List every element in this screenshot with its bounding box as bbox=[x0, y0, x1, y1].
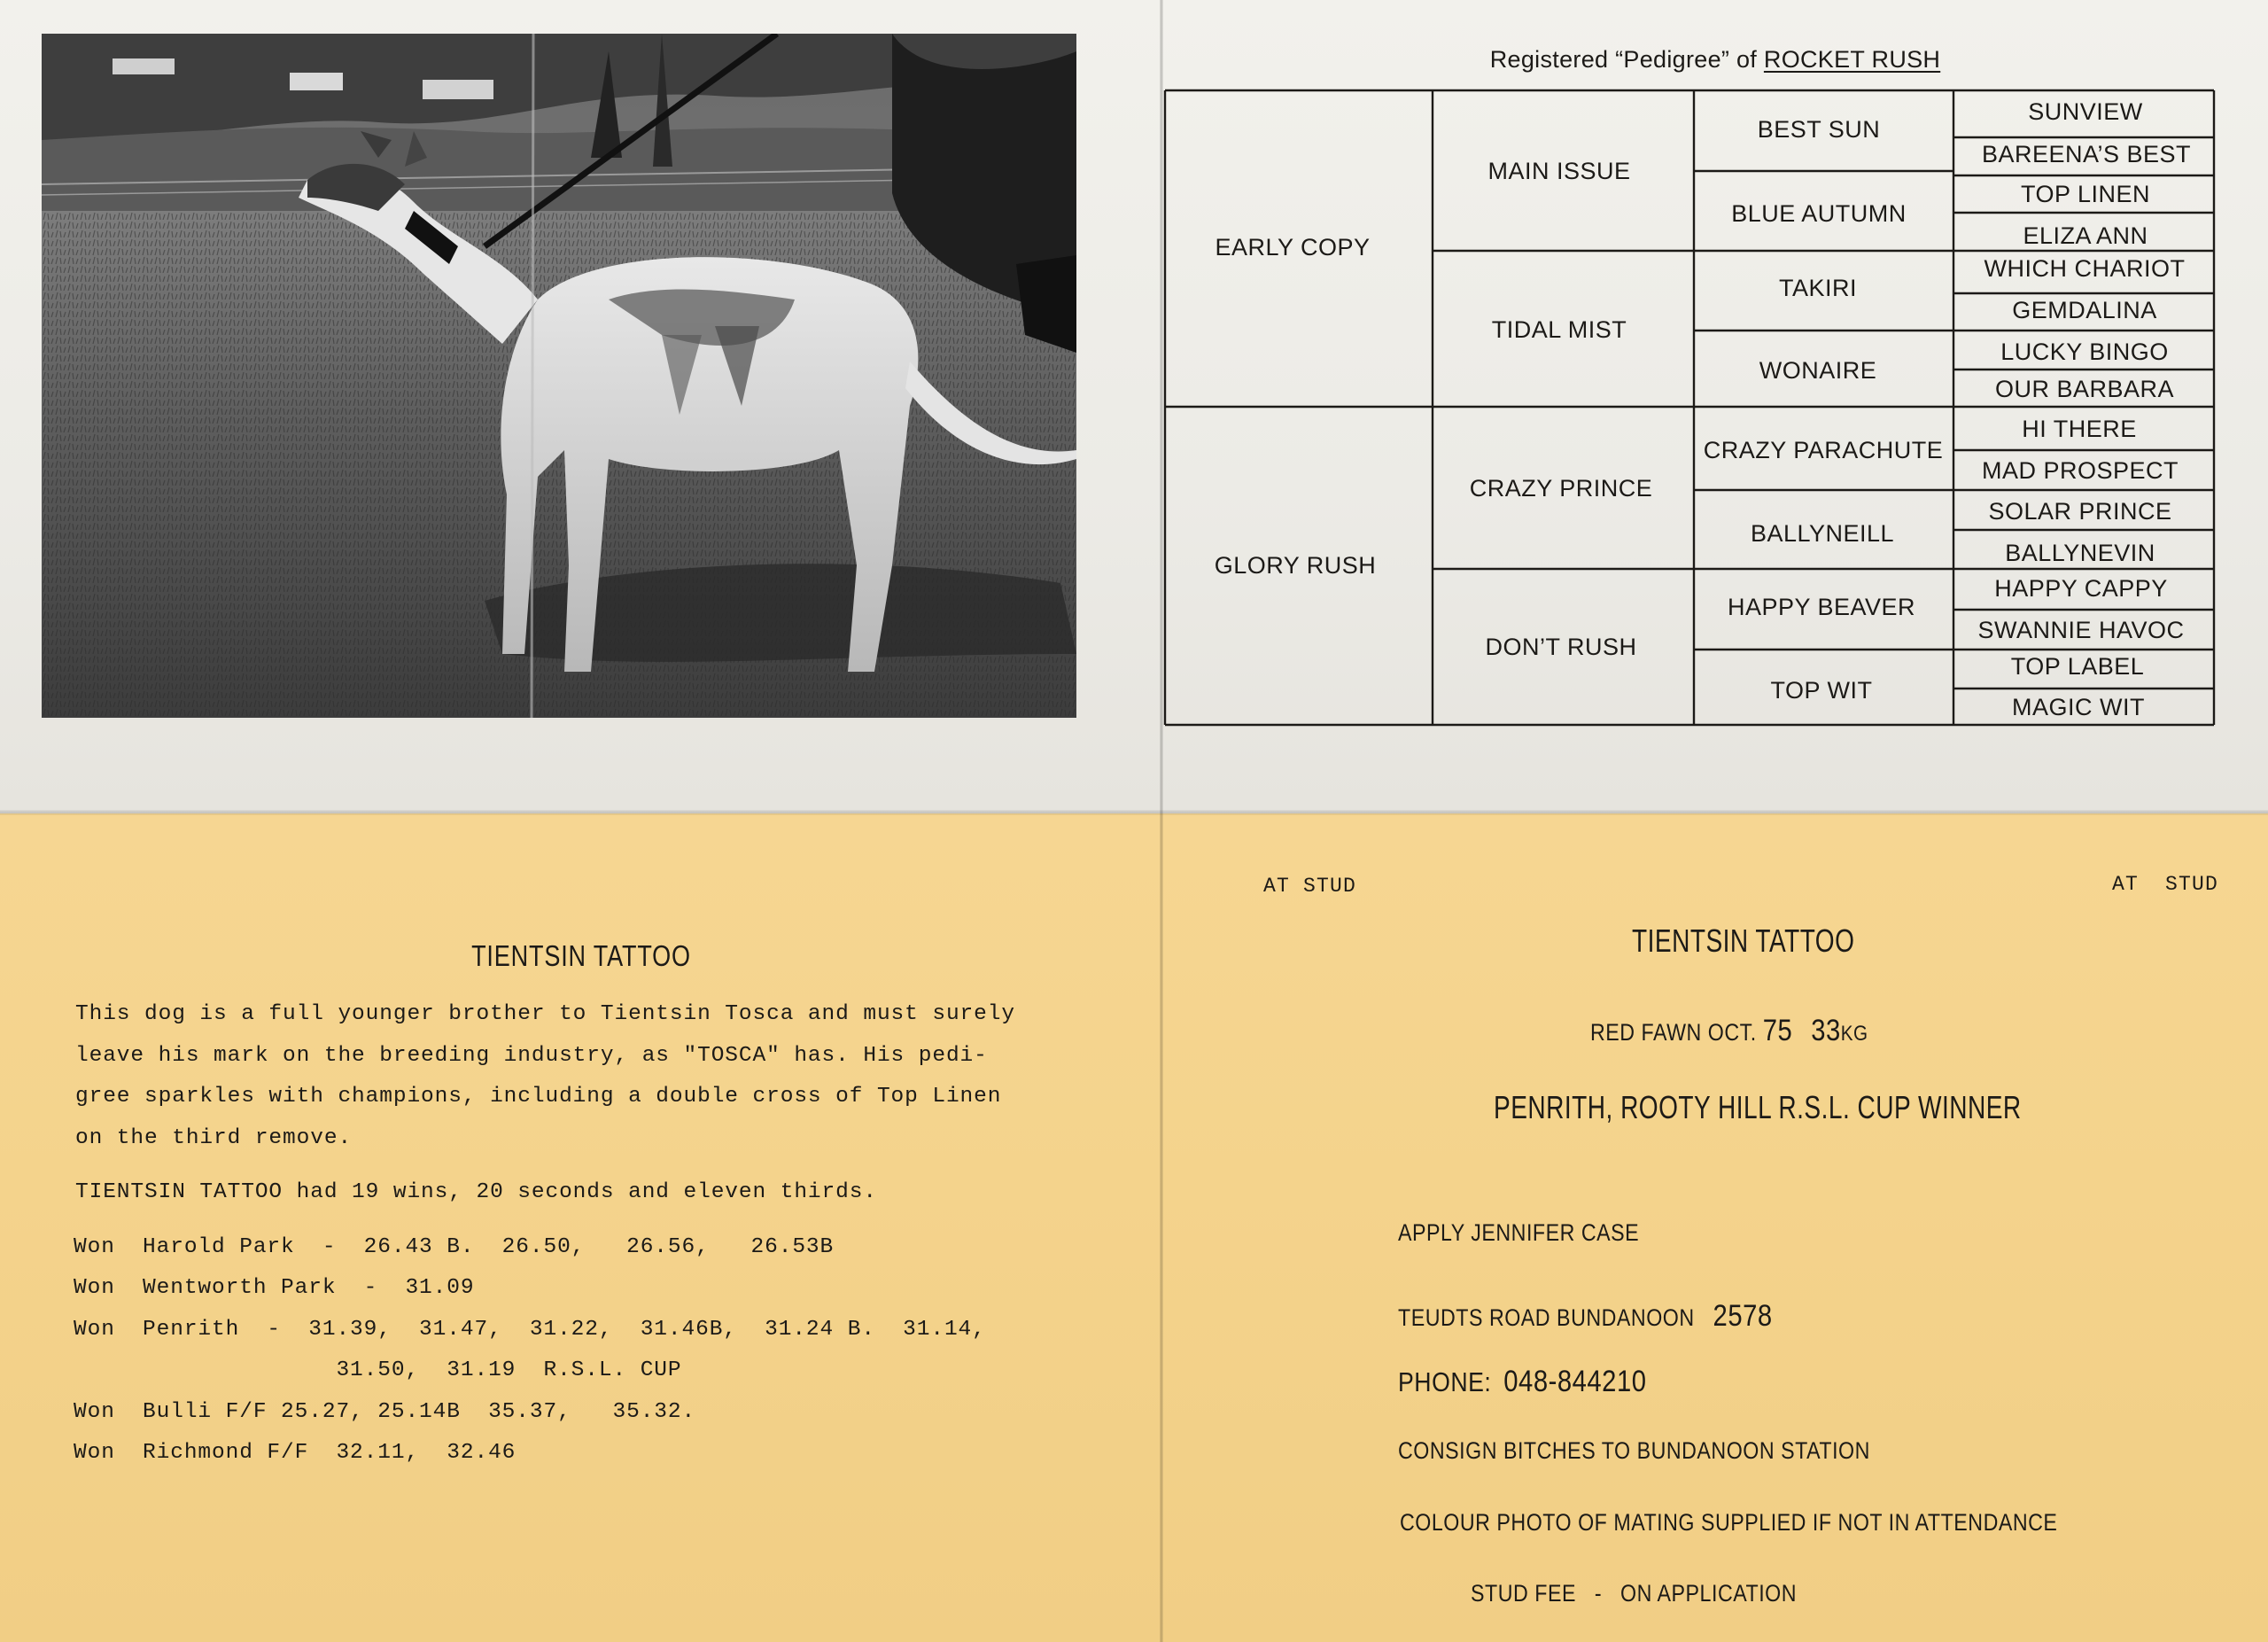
pedigree-gen2-3: CRAZY PRINCE bbox=[1469, 475, 1653, 502]
pedigree-gen4-6: GEMDALINA bbox=[2012, 297, 2157, 324]
pedigree-gen4-13: HAPPY CAPPY bbox=[1994, 575, 2168, 603]
pedigree-gen4-2: BAREENA’S BEST bbox=[1981, 141, 2192, 168]
phone-number: 048-844210 bbox=[1503, 1365, 1647, 1398]
pedigree-gen3-3: TAKIRI bbox=[1778, 275, 1858, 302]
pedigree-gen4-14: SWANNIE HAVOC bbox=[1977, 617, 2185, 644]
pedigree-gen4-9: HI THERE bbox=[2022, 416, 2137, 443]
pedigree-gen4-16: MAGIC WIT bbox=[2012, 694, 2145, 721]
pedigree-gen3-7: HAPPY BEAVER bbox=[1727, 594, 1916, 621]
address-postcode: 2578 bbox=[1713, 1299, 1773, 1333]
pedigree-title bbox=[1162, 46, 2268, 74]
pedigree-gen3-5: CRAZY PARACHUTE bbox=[1703, 437, 1944, 464]
pedigree-gen4-5: WHICH CHARIOT bbox=[1984, 255, 2186, 283]
address bbox=[1398, 1299, 1773, 1334]
cup-winner-line: PENRITH, ROOTY HILL R.S.L. CUP WINNER bbox=[1494, 1089, 2022, 1125]
win-line-1: Won Harold Park - 26.43 B. 26.50, 26.56, 26.53B bbox=[74, 1235, 835, 1259]
pedigree-dam: GLORY RUSH bbox=[1214, 552, 1377, 580]
pedigree-gen4-12: BALLYNEVIN bbox=[2005, 540, 2155, 567]
at-stud-label-right: AT STUD bbox=[2112, 873, 2219, 896]
dog-details bbox=[1590, 1014, 1868, 1048]
race-record-summary: TIENTSIN TATTOO had 19 wins, 20 seconds and eleven thirds. bbox=[75, 1180, 877, 1204]
pedigree-title-prefix: Registered “Pedigree” of bbox=[1489, 46, 1764, 73]
dog-colour-date: RED FAWN OCT. bbox=[1590, 1019, 1757, 1046]
horizontal-fold bbox=[0, 810, 2268, 815]
phone bbox=[1398, 1365, 1647, 1399]
consign-instructions: CONSIGN BITCHES TO BUNDANOON STATION bbox=[1398, 1437, 1870, 1464]
phone-label: PHONE: bbox=[1398, 1366, 1492, 1397]
pedigree-gen2-1: MAIN ISSUE bbox=[1487, 158, 1631, 185]
win-line-4: 31.50, 31.19 R.S.L. CUP bbox=[74, 1358, 682, 1382]
pedigree-gen2-4: DON’T RUSH bbox=[1485, 634, 1637, 661]
win-line-6: Won Richmond F/F 32.11, 32.46 bbox=[74, 1441, 517, 1465]
win-line-3: Won Penrith - 31.39, 31.47, 31.22, 31.46B, 31.24 B. 31.14, bbox=[74, 1318, 986, 1342]
vertical-fold bbox=[1160, 0, 1163, 1642]
pedigree-gen3-8: TOP WIT bbox=[1770, 677, 1873, 704]
dog-weight: 33 bbox=[1811, 1014, 1841, 1047]
pedigree-gen2-2: TIDAL MIST bbox=[1491, 316, 1627, 344]
left-page-title: TIENTSIN TATTOO bbox=[471, 939, 691, 972]
pedigree-chart bbox=[1162, 84, 2268, 735]
pedigree-gen4-11: SOLAR PRINCE bbox=[1988, 498, 2172, 525]
greyhound-photo bbox=[42, 34, 1076, 718]
pedigree-gen3-1: BEST SUN bbox=[1757, 116, 1881, 144]
pedigree-gen4-10: MAD PROSPECT bbox=[1981, 457, 2179, 485]
at-stud-label-left: AT STUD bbox=[1263, 875, 1357, 898]
pedigree-gen4-7: LUCKY BINGO bbox=[2000, 339, 2169, 366]
pedigree-gen4-1: SUNVIEW bbox=[2028, 98, 2143, 126]
pedigree-sire: EARLY COPY bbox=[1215, 234, 1371, 261]
win-line-2: Won Wentworth Park - 31.09 bbox=[74, 1276, 475, 1300]
pedigree-gen4-8: OUR BARBARA bbox=[1994, 376, 2175, 403]
photo-offer: COLOUR PHOTO OF MATING SUPPLIED IF NOT IN ATTENDANCE bbox=[1400, 1509, 2058, 1536]
win-line-5: Won Bulli F/F 25.27, 25.14B 35.37, 35.32. bbox=[74, 1400, 696, 1424]
description-line-2: leave his mark on the breeding industry, as "TOSCA" has. His pedi- bbox=[75, 1044, 988, 1068]
address-street: TEUDTS ROAD BUNDANOON bbox=[1398, 1304, 1695, 1331]
pedigree-gen3-2: BLUE AUTUMN bbox=[1731, 200, 1907, 228]
stud-fee: STUD FEE - ON APPLICATION bbox=[1471, 1580, 1798, 1607]
pedigree-gen4-15: TOP LABEL bbox=[2010, 653, 2145, 681]
pedigree-gen3-6: BALLYNEILL bbox=[1750, 520, 1895, 548]
description-line-3: gree sparkles with champions, including a double cross of Top Linen bbox=[75, 1085, 1002, 1109]
description-line-1: This dog is a full younger brother to Tientsin Tosca and must surely bbox=[75, 1002, 1015, 1026]
pedigree-dog-name: ROCKET RUSH bbox=[1763, 46, 1941, 73]
description-line-4: on the third remove. bbox=[75, 1126, 353, 1150]
right-page-title: TIENTSIN TATTOO bbox=[1632, 922, 1855, 959]
dog-birth-year: 75 bbox=[1762, 1014, 1793, 1047]
apply-contact: APPLY JENNIFER CASE bbox=[1398, 1219, 1640, 1246]
dog-weight-unit: KG bbox=[1840, 1022, 1868, 1046]
pedigree-gen4-3: TOP LINEN bbox=[2020, 181, 2151, 208]
pedigree-gen3-4: WONAIRE bbox=[1759, 357, 1877, 385]
pedigree-gen4-4: ELIZA ANN bbox=[2023, 222, 2148, 250]
